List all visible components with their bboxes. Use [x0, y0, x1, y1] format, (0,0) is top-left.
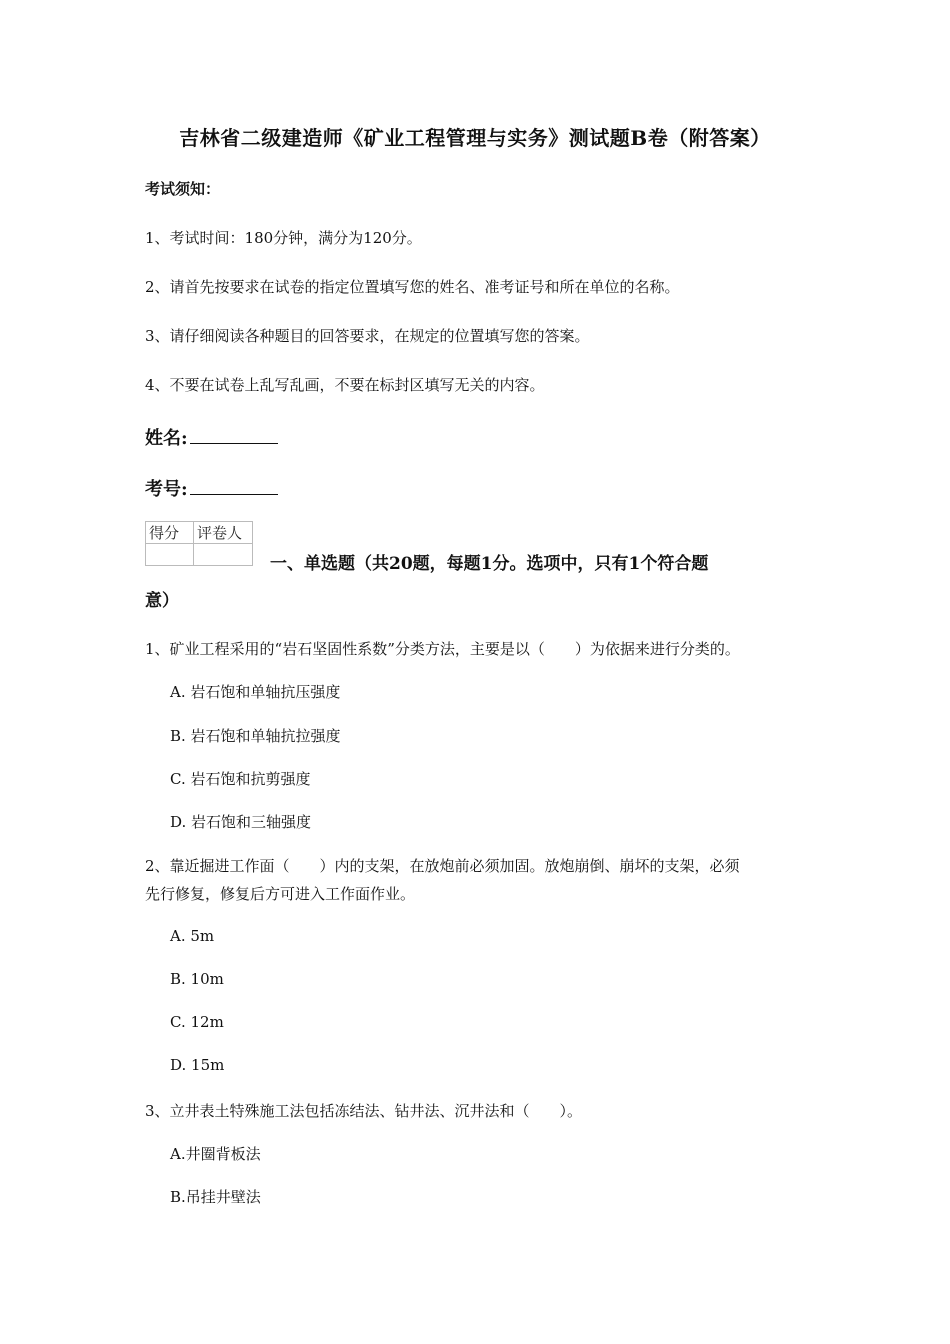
grader-header: 评卷人: [194, 522, 253, 544]
id-field[interactable]: [145, 475, 278, 501]
document-title: 吉林省二级建造师《矿业工程管理与实务》测试题B卷（附答案）: [179, 126, 771, 150]
score-cell[interactable]: [146, 544, 194, 566]
section-heading: 一、单选题（共20题，每题1分。选项中，只有1个符合题: [270, 554, 709, 574]
option-a: A. 岩石饱和单轴抗压强度: [170, 683, 341, 701]
name-blank[interactable]: [190, 442, 278, 444]
section-heading-cont: 意）: [145, 591, 179, 611]
option-d: D. 15m: [170, 1056, 225, 1074]
name-label: 姓名:: [145, 428, 188, 449]
option-c: C. 岩石饱和抗剪强度: [170, 770, 311, 788]
id-blank[interactable]: [190, 493, 278, 495]
notice-item: 3、请仔细阅读各种题目的回答要求，在规定的位置填写您的答案。: [145, 327, 590, 345]
option-b: B.吊挂井壁法: [170, 1188, 261, 1206]
option-c: C. 12m: [170, 1013, 224, 1031]
notice-item: 2、请首先按要求在试卷的指定位置填写您的姓名、准考证号和所在单位的名称。: [145, 278, 680, 296]
notice-item: 4、不要在试卷上乱写乱画，不要在标封区填写无关的内容。: [145, 376, 545, 394]
question-stem: 2、靠近掘进工作面（ ）内的支架，在放炮前必须加固。放炮崩倒、崩坏的支架，必须: [145, 857, 740, 875]
score-header: 得分: [146, 522, 194, 544]
name-field[interactable]: [145, 424, 278, 450]
question-stem: 1、矿业工程采用的“岩石坚固性系数”分类方法，主要是以（ ）为依据来进行分类的。: [145, 640, 740, 658]
id-label: 考号:: [145, 479, 188, 500]
option-b: B. 岩石饱和单轴抗拉强度: [170, 727, 341, 745]
option-a: A.井圈背板法: [170, 1145, 261, 1163]
question-stem-cont: 先行修复，修复后方可进入工作面作业。: [145, 885, 416, 903]
notice-heading: 考试须知：: [145, 180, 221, 198]
notice-item: 1、考试时间：180分钟，满分为120分。: [145, 229, 422, 247]
score-table: [145, 521, 253, 566]
option-b: B. 10m: [170, 970, 224, 988]
question-stem: 3、立井表土特殊施工法包括冻结法、钻井法、沉井法和（ ）。: [145, 1102, 583, 1120]
option-d: D. 岩石饱和三轴强度: [170, 813, 312, 831]
grader-cell[interactable]: [194, 544, 253, 566]
option-a: A. 5m: [170, 927, 215, 945]
